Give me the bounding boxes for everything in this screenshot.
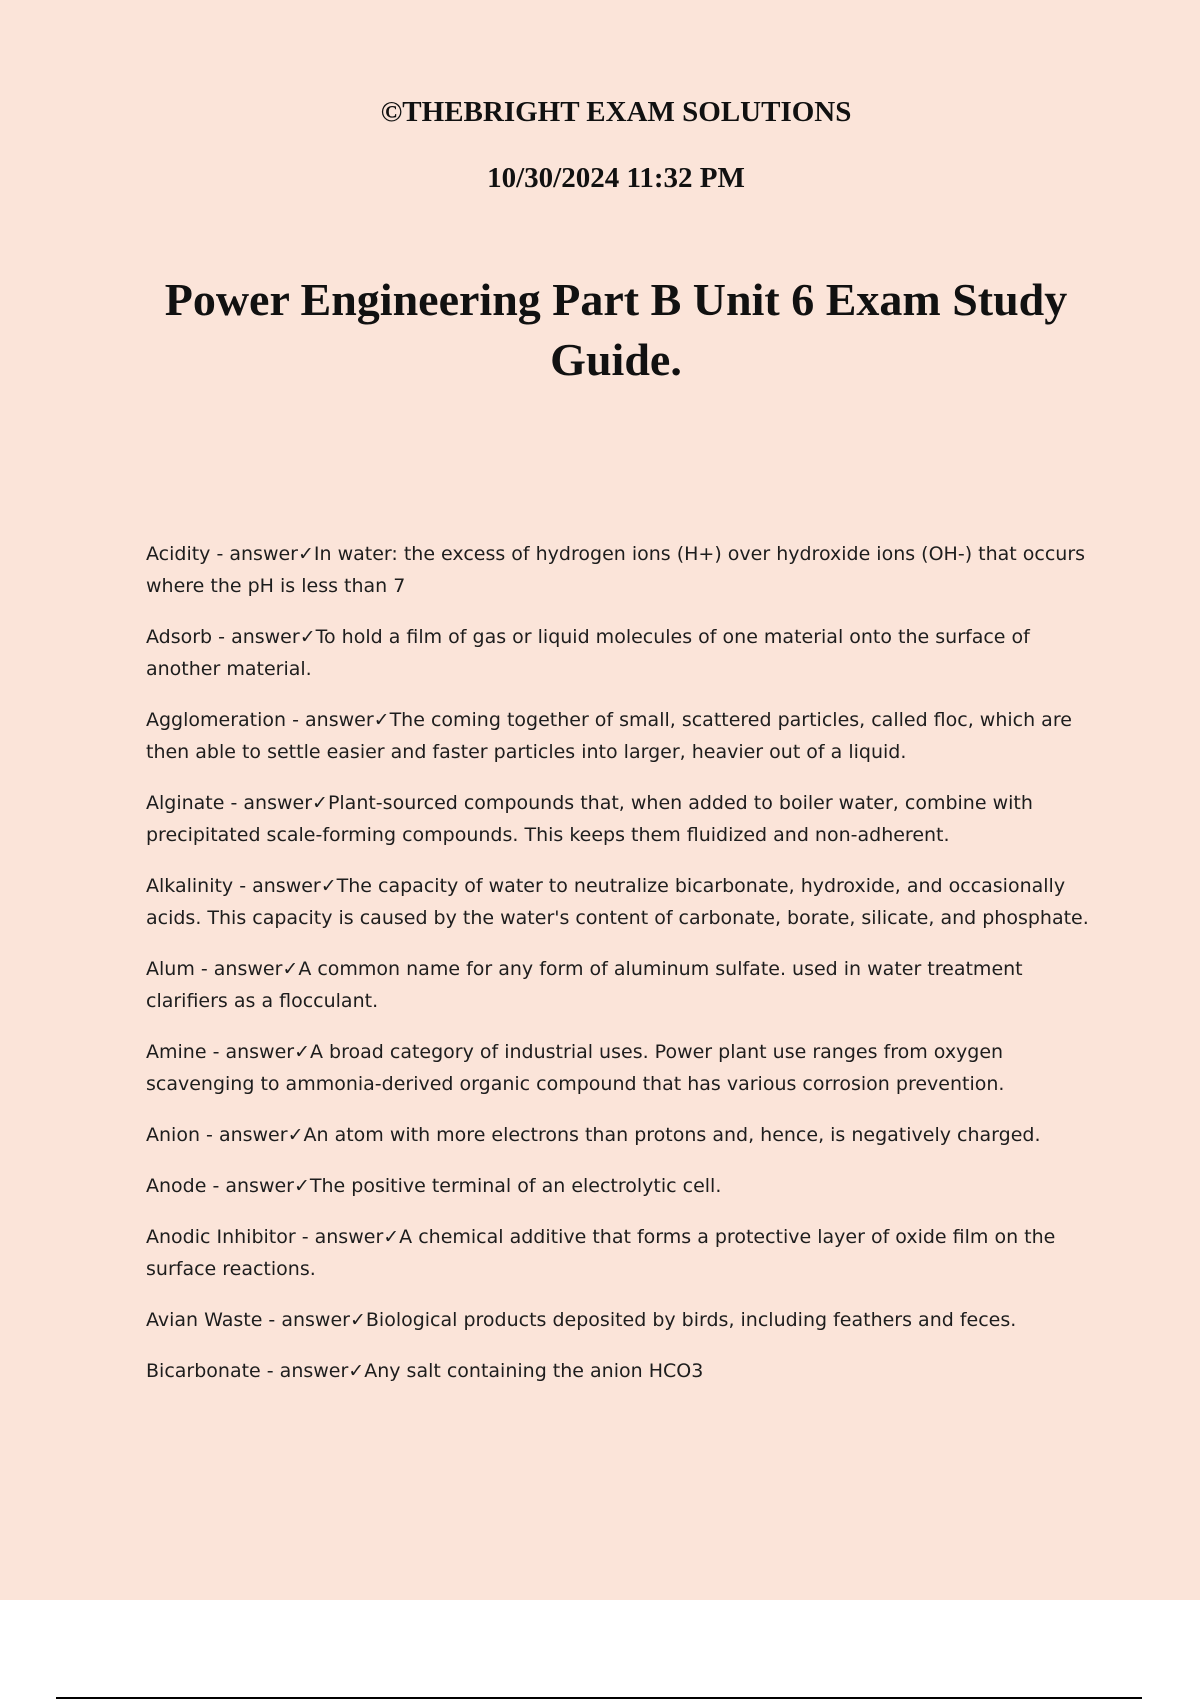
answer-label: answer — [213, 958, 283, 980]
glossary-entry — [146, 1221, 1090, 1285]
term-separator: - — [295, 1226, 315, 1248]
answer-label: answer — [243, 792, 313, 814]
glossary-definition: A chemical additive that forms a protective layer of oxide film on the surface reactions. — [146, 1226, 1056, 1280]
check-mark-icon: ✓ — [294, 1041, 311, 1063]
term-separator: - — [200, 1124, 219, 1146]
glossary-definition: The capacity of water to neutralize bicarbonate, hydroxide, and occasionally acids. This capacity is caused by the water's content of carbonate, borate, silicate, and phosphate. — [146, 875, 1089, 929]
glossary-definition: An atom with more electrons than protons and, hence, is negatively charged. — [303, 1124, 1041, 1146]
answer-label: answer — [231, 626, 300, 648]
answer-label: answer — [252, 875, 321, 897]
glossary-definition: Biological products deposited by birds, including feathers and feces. — [365, 1309, 1017, 1331]
glossary-entry — [146, 1170, 1090, 1202]
answer-label: answer — [281, 1309, 350, 1331]
glossary-list — [146, 538, 1090, 1406]
check-mark-icon: ✓ — [312, 792, 328, 814]
answer-label: answer — [225, 1175, 294, 1197]
glossary-term: Alginate — [146, 792, 225, 814]
glossary-entry — [146, 787, 1090, 851]
term-separator: - — [262, 1309, 282, 1331]
check-mark-icon: ✓ — [282, 958, 299, 980]
copyright-header: ©THEBRIGHT EXAM SOLUTIONS — [380, 96, 852, 128]
answer-label: answer — [314, 1226, 384, 1248]
glossary-definition: Any salt containing the anion HCO3 — [364, 1360, 704, 1382]
check-mark-icon: ✓ — [287, 1124, 304, 1146]
term-separator: - — [260, 1360, 280, 1382]
glossary-entry — [146, 621, 1090, 685]
glossary-definition: A common name for any form of aluminum sulfate. used in water treatment clarifiers as a flocculant. — [146, 958, 1023, 1012]
glossary-definition: A broad category of industrial uses. Power plant use ranges from oxygen scavenging to ammonia-derived organic compound that has various corrosion prevention. — [146, 1041, 1005, 1095]
glossary-entry — [146, 704, 1090, 768]
check-mark-icon: ✓ — [373, 709, 390, 731]
term-separator: - — [212, 626, 232, 648]
glossary-term: Bicarbonate — [146, 1360, 261, 1382]
glossary-term: Anodic Inhibitor — [146, 1226, 296, 1248]
glossary-entry — [146, 1036, 1090, 1100]
term-separator: - — [206, 1175, 226, 1197]
answer-label: answer — [305, 709, 374, 731]
check-mark-icon: ✓ — [293, 1175, 310, 1197]
answer-label: answer — [225, 1041, 295, 1063]
glossary-entry — [146, 953, 1090, 1017]
term-separator: - — [210, 543, 230, 565]
glossary-term: Acidity — [146, 543, 211, 565]
check-mark-icon: ✓ — [349, 1309, 366, 1331]
term-separator: - — [206, 1041, 226, 1063]
glossary-definition: In water: the excess of hydrogen ions (H+) over hydroxide ions (OH-) that occurs where the pH is less than 7 — [146, 543, 1086, 597]
term-separator: - — [286, 709, 306, 731]
glossary-term: Anode — [146, 1175, 207, 1197]
timestamp-header: 10/30/2024 11:32 PM — [487, 162, 745, 194]
answer-label: answer — [218, 1124, 288, 1146]
glossary-entry — [146, 1119, 1090, 1151]
glossary-definition: The positive terminal of an electrolytic cell. — [309, 1175, 722, 1197]
term-separator: - — [233, 875, 253, 897]
term-separator: - — [194, 958, 214, 980]
glossary-entry — [146, 870, 1090, 934]
glossary-entry — [146, 1304, 1090, 1336]
glossary-term: Amine — [146, 1041, 207, 1063]
glossary-definition: The coming together of small, scattered particles, called floc, which are then able to settle easier and faster particles into larger, heavier out of a liquid. — [146, 709, 1072, 763]
glossary-entry — [146, 1355, 1090, 1387]
glossary-entry — [146, 538, 1090, 602]
document-title: Power Engineering Part B Unit 6 Exam Study Guide. — [164, 274, 1068, 385]
glossary-definition: Plant-sourced compounds that, when added to boiler water, combine with precipitated scale-forming compounds. This keeps them fluidized and non-adherent. — [146, 792, 1033, 846]
answer-label: answer — [229, 543, 298, 565]
glossary-term: Agglomeration — [146, 709, 287, 731]
glossary-term: Avian Waste — [146, 1309, 263, 1331]
answer-label: answer — [279, 1360, 349, 1382]
check-mark-icon: ✓ — [383, 1226, 400, 1248]
check-mark-icon: ✓ — [299, 626, 316, 648]
glossary-term: Alum — [146, 958, 195, 980]
check-mark-icon: ✓ — [348, 1360, 365, 1382]
footer-rule — [56, 1697, 1142, 1699]
check-mark-icon: ✓ — [297, 543, 314, 565]
glossary-term: Alkalinity — [146, 875, 234, 897]
glossary-term: Anion — [146, 1124, 200, 1146]
term-separator: - — [224, 792, 244, 814]
check-mark-icon: ✓ — [320, 875, 337, 897]
glossary-term: Adsorb — [146, 626, 213, 648]
glossary-definition: To hold a film of gas or liquid molecules of one material onto the surface of another material. — [146, 626, 1030, 680]
